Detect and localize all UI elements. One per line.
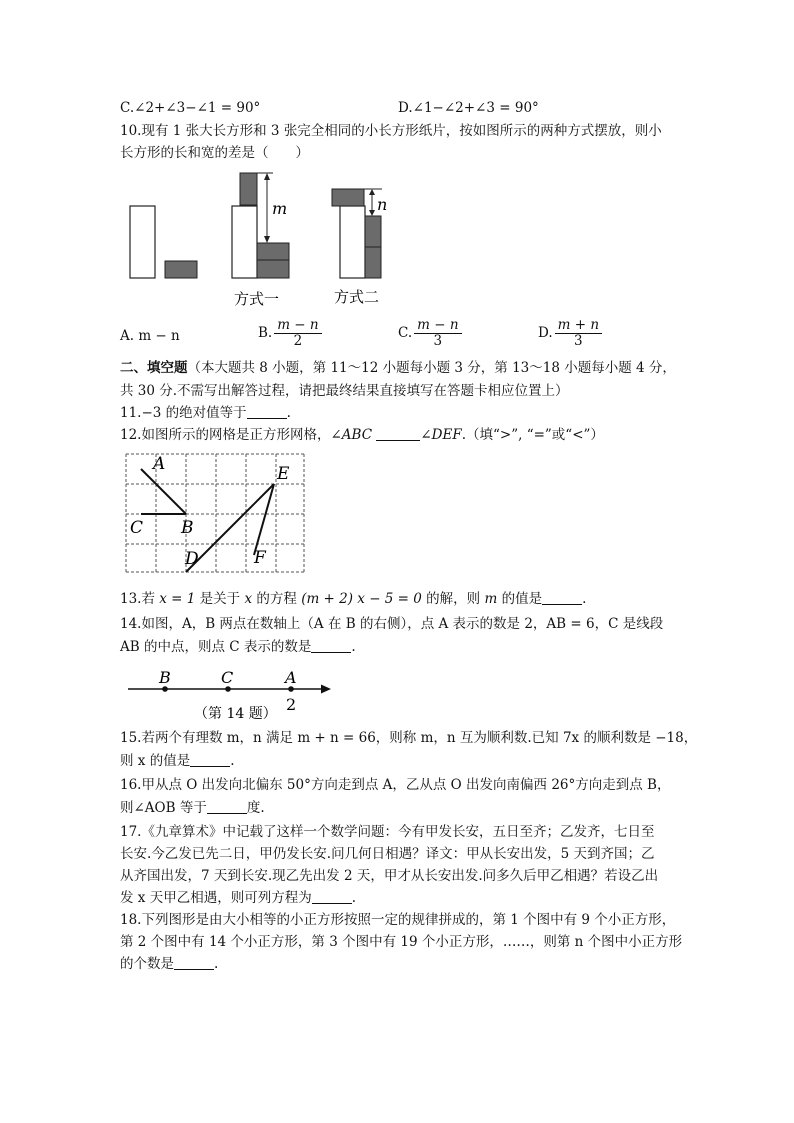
- q12-angle-abc: ∠ABC: [330, 427, 373, 443]
- point-label-e: E: [277, 464, 290, 484]
- q15-answer-blank: [190, 752, 230, 767]
- q16-line2-text: 则∠AOB 等于: [120, 800, 207, 816]
- q17-line3: 从齐国出发，7 天到长安.现乙先出发 2 天，甲才从长安出发.问多久后甲乙相遇？若设乙出: [120, 868, 659, 884]
- method2-horizontal-small-rectangle: [332, 189, 364, 206]
- q12-answer-blank: [376, 426, 420, 441]
- method1-large-rectangle: [232, 206, 257, 278]
- q10-option-d-prefix: D.: [538, 325, 553, 341]
- q10-option-d-fraction: [555, 318, 602, 349]
- q15-line2-text: 则 x 的值是: [120, 753, 191, 769]
- caption-method-1: 方式一: [234, 290, 280, 308]
- q18-end: .: [214, 956, 219, 972]
- section2-desc-line1: （本大题共 8 小题，第 11～12 小题每小题 3 分，第 13～18 小题每小题 4 分，: [187, 360, 676, 376]
- small-rectangle: [165, 261, 197, 278]
- q10-option-c-numerator: m − n: [414, 318, 461, 334]
- q13-answer-blank: [542, 590, 582, 605]
- section2-title: 二、填空题: [120, 360, 188, 376]
- q17-line4-text: 发 x 天甲乙相遇，则可列方程为: [120, 890, 312, 906]
- section2-header-line1: [120, 358, 676, 378]
- q10-option-c-prefix: C.: [398, 325, 413, 341]
- q10-option-b-fraction: [274, 318, 321, 349]
- method1-m-arrowhead-down: [264, 236, 270, 243]
- q14-answer-blank: [311, 638, 351, 653]
- q18-line3: [120, 954, 218, 974]
- point-label-d: D: [185, 549, 199, 569]
- q10-option-a: A. m − n: [120, 328, 180, 344]
- q14-line1: 14.如图，A，B 两点在数轴上（A 在 B 的右侧），点 A 表示的数是 2，AB = 6，C 是线段: [120, 616, 664, 632]
- q10-stem-line1: 10.现有 1 张大长方形和 3 张完全相同的小长方形纸片，按如图所示的两种方式摆放，则小: [120, 123, 662, 139]
- number-line-label-a: A: [285, 668, 297, 687]
- q12-grid-figure: [124, 450, 308, 576]
- q17-answer-blank: [312, 889, 352, 904]
- q15-end: .: [230, 753, 235, 769]
- q18-answer-blank: [174, 955, 214, 970]
- q16-answer-blank: [207, 799, 247, 814]
- q10-option-c-denominator: 3: [433, 333, 443, 349]
- point-c-dot: [225, 686, 231, 692]
- q13-text-e: 的值是: [497, 591, 543, 607]
- label-n: n: [377, 195, 388, 214]
- q11-answer-blank: [247, 404, 287, 419]
- q13-x-equals-1: x = 1: [159, 591, 196, 607]
- q13-equation: (m + 2) x − 5 = 0: [301, 591, 422, 607]
- q13-text-c: 的方程: [252, 591, 302, 607]
- q10-option-b-denominator: 2: [293, 333, 303, 349]
- q14-line2: [120, 637, 356, 657]
- point-label-c: C: [130, 518, 144, 538]
- q10-stem-line2: 长方形的长和宽的差是（ ）: [120, 145, 309, 161]
- q17-end: .: [351, 890, 356, 906]
- q10-option-d: [538, 318, 602, 349]
- number-line-label-b: B: [159, 668, 171, 687]
- q11-text: 11.−3 的绝对值等于: [120, 405, 247, 421]
- q17-line4: [120, 888, 356, 908]
- q12: [120, 425, 604, 445]
- q10-option-b: [258, 318, 322, 349]
- q12-pre: 12.如图所示的网格是正方形网格，: [120, 427, 331, 443]
- q13-x: x: [244, 591, 253, 607]
- q13-text-a: 13.若: [120, 591, 160, 607]
- method1-vertical-small-rectangle: [240, 173, 257, 205]
- q14-end: .: [351, 639, 356, 655]
- q14-figure-caption: （第 14 题）: [194, 706, 277, 722]
- method2-large-rectangle: [340, 206, 365, 278]
- q16-line1: 16.甲从点 O 出发向北偏东 50°方向走到点 A，乙从点 O 出发向南偏西 26°方向走到点 B，: [120, 777, 671, 793]
- point-label-a: A: [153, 454, 166, 474]
- caption-method-2: 方式二: [334, 288, 380, 306]
- q10-option-d-numerator: m + n: [555, 318, 602, 334]
- q10-option-d-denominator: 3: [574, 333, 583, 349]
- q11-end: .: [286, 405, 291, 421]
- q14-line2-text: AB 的中点，则点 C 表示的数是: [120, 639, 312, 655]
- point-label-b: B: [181, 518, 194, 538]
- q16-end: 度.: [246, 800, 265, 816]
- method1-small-rectangle-upper: [257, 243, 289, 260]
- method2-n-arrowhead-down: [369, 210, 375, 216]
- number-line-arrowhead: [321, 685, 331, 694]
- q13-m: m: [484, 591, 498, 607]
- q18-line2: 第 2 个图中有 14 个小正方形，第 3 个图中有 19 个小正方形，……，则第 n 个图中小正方形: [120, 934, 683, 950]
- method1-m-arrowhead-up: [264, 173, 270, 180]
- q15-line1: 15.若两个有理数 m，n 满足 m + n = 66，则称 m，n 互为顺利数.已知 7x 的顺利数是 −18，: [120, 730, 698, 746]
- q13: [120, 589, 586, 609]
- label-m: m: [272, 199, 288, 218]
- point-label-f: F: [254, 548, 266, 568]
- q17-line1: 17.《九章算术》中记载了这样一个数学问题：今有甲发长安，五日至齐；乙发齐，七日至: [120, 824, 655, 840]
- q10-option-b-prefix: B.: [258, 325, 273, 341]
- q13-text-d: 的解，则: [421, 591, 485, 607]
- q10-option-c-fraction: [414, 318, 461, 349]
- point-b-dot: [162, 686, 168, 692]
- method2-n-arrowhead-up: [369, 189, 375, 195]
- q17-line2: 长安.今乙发已先二日，甲仍发长安.问几何日相遇？译文：甲从长安出发，5 天到齐国；乙: [120, 846, 655, 862]
- large-rectangle: [130, 206, 155, 278]
- q9-option-c: C.∠2+∠3−∠1 = 90°: [120, 100, 261, 116]
- q14-number-line-figure: [120, 666, 340, 726]
- number-line-value-2: 2: [286, 695, 297, 714]
- q11: [120, 403, 291, 423]
- q13-text-b: 是关于: [195, 591, 245, 607]
- q13-end: .: [582, 591, 587, 607]
- q12-angle-def: ∠DEF: [420, 427, 462, 443]
- q15-line2: [120, 751, 235, 771]
- section2-desc-line2: 共 30 分.不需写出解答过程，请把最终结果直接填写在答题卡相应位置上）: [120, 383, 569, 399]
- q10-rectangles-figure: [120, 168, 400, 313]
- q18-line3-text: 的个数是: [120, 956, 174, 972]
- segment-ab: [141, 469, 186, 514]
- method2-vertical-small-rectangle-upper: [365, 216, 381, 247]
- q9-option-d: D.∠1−∠2+∠3 = 90°: [398, 100, 539, 116]
- q18-line1: 18.下列图形是由大小相等的小正方形按照一定的规律拼成的，第 1 个图中有 9 个小正方形，: [120, 912, 676, 928]
- q16-line2: [120, 798, 265, 818]
- method1-small-rectangle-lower: [257, 260, 289, 278]
- number-line-label-c: C: [221, 668, 234, 687]
- method2-vertical-small-rectangle-lower: [365, 247, 381, 278]
- q12-post: .（填“>”, “=”或“<”）: [461, 427, 604, 443]
- q10-option-b-numerator: m − n: [274, 318, 321, 334]
- point-a-dot: [288, 686, 294, 692]
- q10-option-c: [398, 318, 462, 349]
